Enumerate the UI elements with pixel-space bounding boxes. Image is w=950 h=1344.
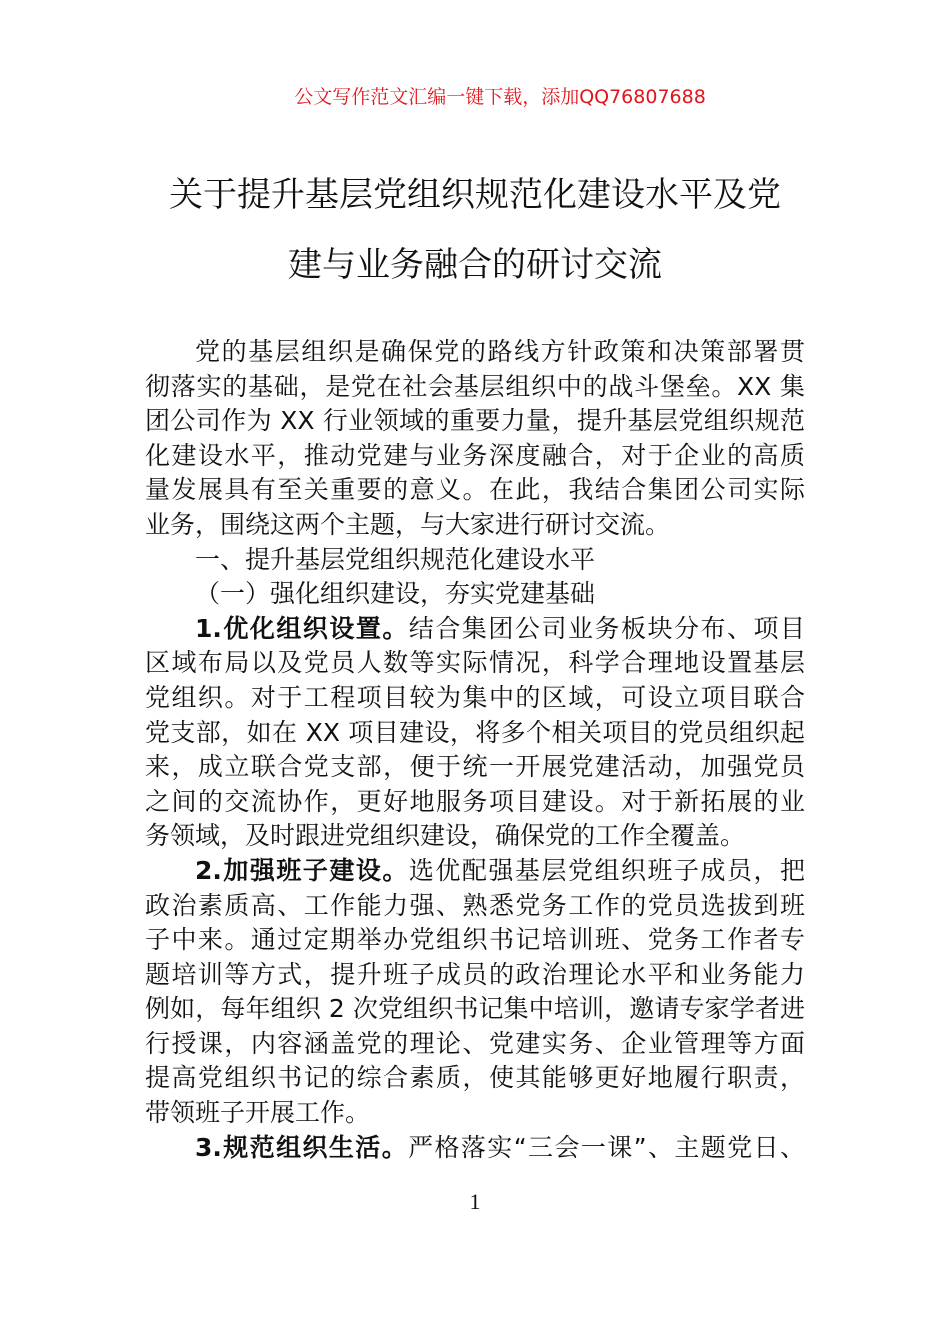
paragraph-line <box>145 1096 805 1131</box>
paragraph-line <box>145 889 805 924</box>
line-text: 政治素质高、工作能力强、熟悉党务工作的党员选拔到班 <box>145 890 805 920</box>
paragraph-line <box>145 819 805 854</box>
line-text: 例如，每年组织 2 次党组织书记集中培训，邀请专家学者进 <box>145 994 805 1024</box>
paragraph-line <box>145 1027 805 1062</box>
paragraph-line <box>145 439 805 474</box>
line-text: 提高党组织书记的综合素质，使其能够更好地履行职责， <box>145 1063 805 1093</box>
line-text: 结合集团公司业务板块分布、项目 <box>408 613 805 643</box>
paragraph-line <box>145 992 805 1027</box>
line-text: （一）强化组织建设，夯实党建基础 <box>195 579 596 609</box>
paragraph-line <box>145 854 805 889</box>
line-text: 党组织。对于工程项目较为集中的区域，可设立项目联合 <box>145 682 805 712</box>
document-title-line-1: 关于提升基层党组织规范化建设水平及党 <box>169 175 781 215</box>
paragraph-line <box>145 508 805 543</box>
document-title-line-2: 建与业务融合的研讨交流 <box>288 245 662 285</box>
line-text: 量发展具有至关重要的意义。在此，我结合集团公司实际 <box>145 475 805 505</box>
line-text: 题培训等方式，提升班子成员的政治理论水平和业务能力 <box>145 959 805 989</box>
paragraph-line <box>145 681 805 716</box>
line-text: 严格落实“三会一课”、主题党日、 <box>408 1132 805 1162</box>
paragraph-line <box>145 785 805 820</box>
bold-lead-in: 3.规范组织生活。 <box>195 1132 409 1162</box>
line-text: 带领班子开展工作。 <box>145 1098 371 1128</box>
paragraph-line <box>145 646 805 681</box>
line-text: 来，成立联合党支部，便于统一开展党建活动，加强党员 <box>145 752 805 782</box>
line-text: 之间的交流协作，更好地服务项目建设。对于新拓展的业 <box>145 786 805 816</box>
line-text: 业务，围绕这两个主题，与大家进行研讨交流。 <box>145 509 671 539</box>
paragraph-line <box>145 716 805 751</box>
paragraph-line <box>145 473 805 508</box>
line-text: 团公司作为 XX 行业领域的重要力量，提升基层党组织规范 <box>145 406 805 436</box>
line-text: 党支部，如在 XX 项目建设，将多个相关项目的党员组织起 <box>145 717 805 747</box>
page-number: 1 <box>469 1189 481 1214</box>
bold-lead-in: 1.优化组织设置。 <box>195 613 409 643</box>
download-banner: 公文写作范文汇编一键下载，添加QQ76807688 <box>294 86 706 108</box>
bold-lead-in: 2.加强班子建设。 <box>195 855 409 885</box>
paragraph-line <box>145 1061 805 1096</box>
document-body <box>145 335 805 1165</box>
line-text: 选优配强基层党组织班子成员，把 <box>408 855 805 885</box>
paragraph-line <box>145 612 805 647</box>
paragraph-line <box>145 923 805 958</box>
line-text: 区域布局以及党员人数等实际情况，科学合理地设置基层 <box>145 648 805 678</box>
paragraph-line <box>145 335 805 370</box>
line-text: 彻落实的基础，是党在社会基层组织中的战斗堡垒。XX 集 <box>145 371 805 401</box>
line-text: 化建设水平，推动党建与业务深度融合，对于企业的高质 <box>145 440 805 470</box>
line-text: 务领域，及时跟进党组织建设，确保党的工作全覆盖。 <box>145 821 746 851</box>
paragraph-line <box>145 543 805 578</box>
paragraph-line <box>145 750 805 785</box>
paragraph-line <box>145 370 805 405</box>
line-text: 党的基层组织是确保党的路线方针政策和决策部署贯 <box>195 337 805 366</box>
line-text: 一、提升基层党组织规范化建设水平 <box>195 544 596 574</box>
paragraph-line <box>145 404 805 439</box>
line-text: 子中来。通过定期举办党组织书记培训班、党务工作者专 <box>145 925 805 955</box>
paragraph-line <box>145 577 805 612</box>
line-text: 行授课，内容涵盖党的理论、党建实务、企业管理等方面 <box>145 1028 805 1058</box>
paragraph-line <box>145 1131 805 1166</box>
paragraph-line <box>145 958 805 993</box>
